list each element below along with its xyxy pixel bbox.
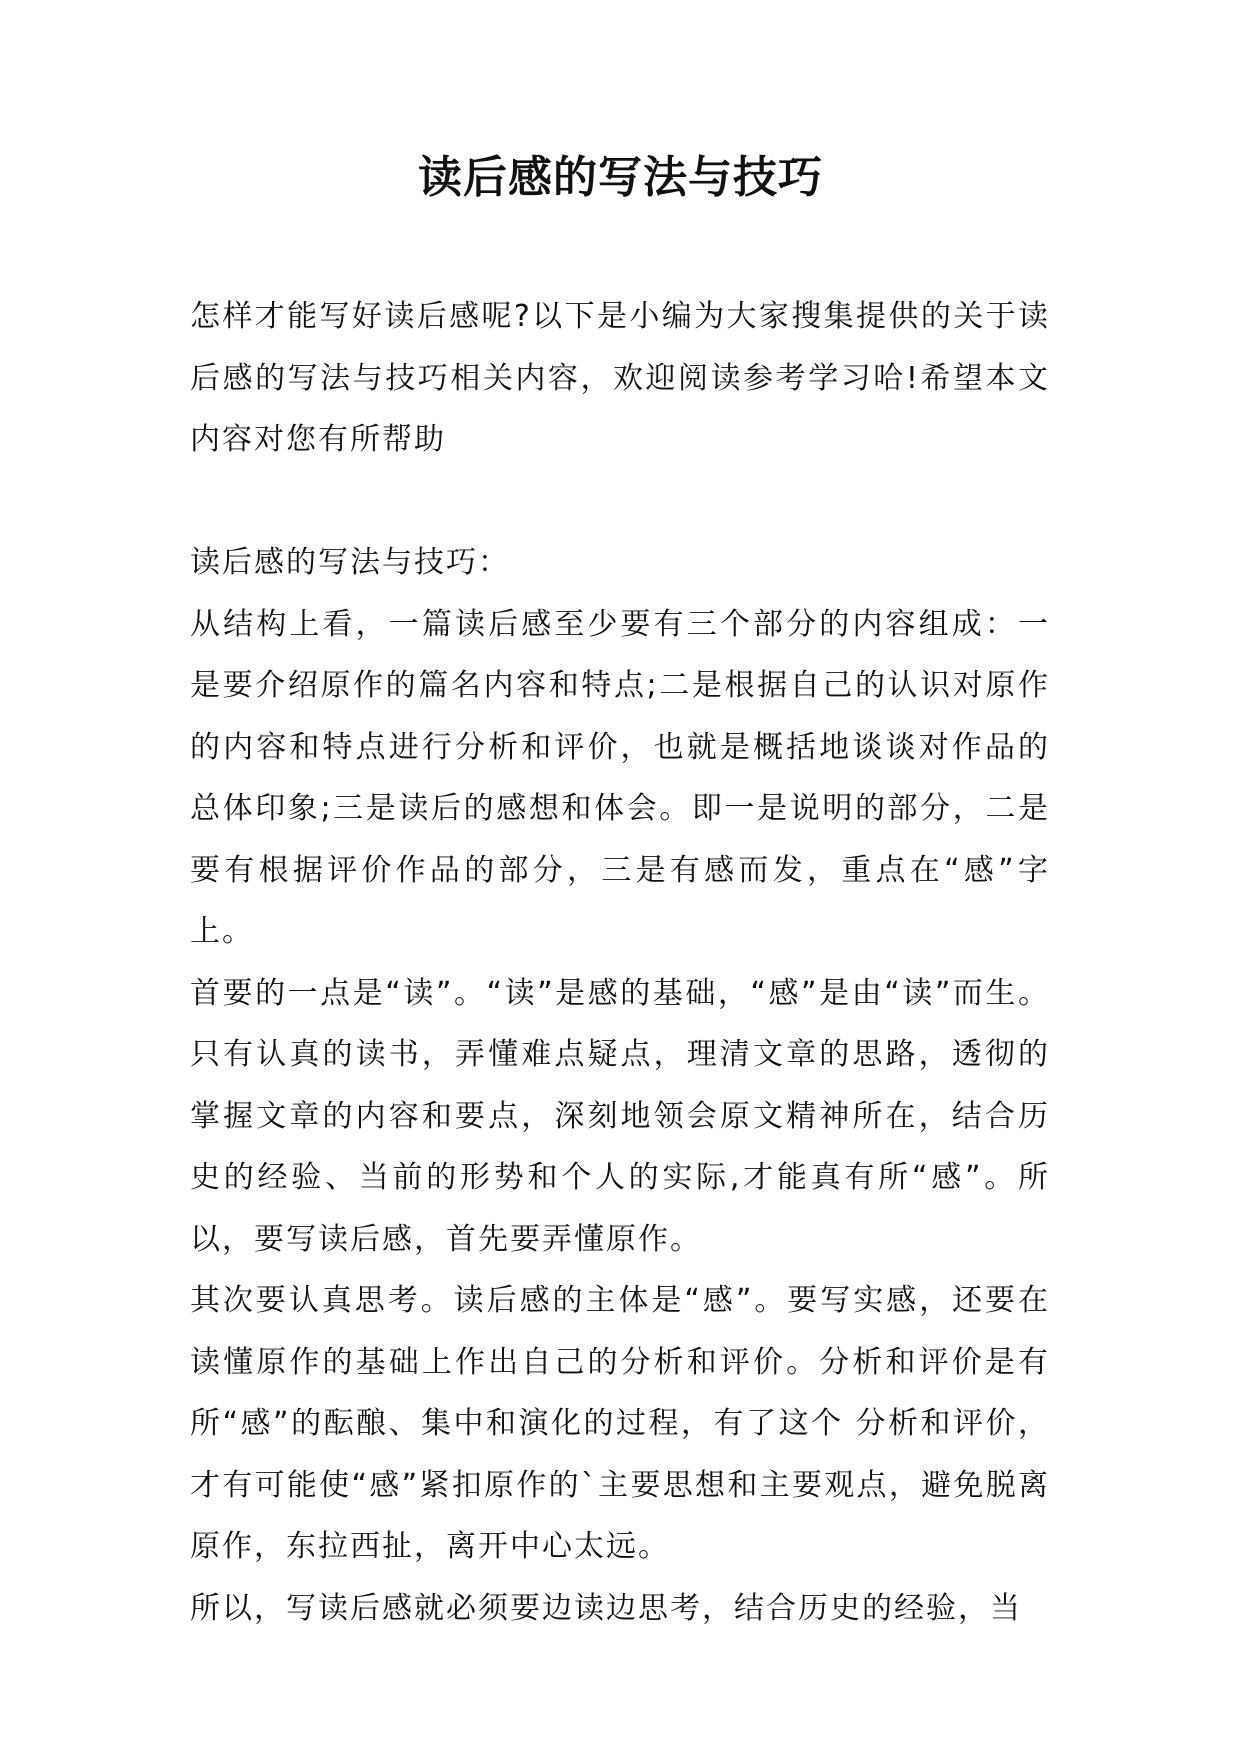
body-paragraph-structure: 从结构上看，一篇读后感至少要有三个部分的内容组成：一是要介绍原作的篇名内容和特点;二是根据自己的认识对原作的内容和特点进行分析和评价，也就是概括地谈谈对作品的总体印象;三是读后的感想和体会。即一是说明的部分，二是要有根据评价作品的部分，三是有感而发，重点在“感”字上。: [190, 606, 1050, 949]
document-body: [190, 286, 1050, 1639]
intro-paragraph: 怎样才能写好读后感呢?以下是小编为大家搜集提供的关于读后感的写法与技巧相关内容，欢迎阅读参考学习哈!希望本文内容对您有所帮助: [190, 299, 1050, 457]
paragraph-spacer: [190, 471, 1050, 533]
section-heading: 读后感的写法与技巧：: [190, 545, 510, 580]
body-paragraph-conclusion: 所以，写读后感就必须要边读边思考，结合历史的经验，当: [190, 1590, 1022, 1626]
document-title: 读后感的写法与技巧: [418, 152, 823, 203]
body-paragraph-thinking: 其次要认真思考。读后感的主体是“感”。要写实感，还要在读懂原作的基础上作出自己的分析和评价。分析和评价是有所“感”的酝酿、集中和演化的过程，有了这个 分析和评价，才有可能使“感”紧扣原作的`主要思想和主要观点，避免脱离原作，东拉西扯，离开中心太远。: [190, 1283, 1050, 1564]
body-paragraph-reading: 首要的一点是“读”。“读”是感的基础，“感”是由“读”而生。只有认真的读书，弄懂难点疑点，理清文章的思路，透彻的掌握文章的内容和要点，深刻地领会原文精神所在，结合历史的经验、当前的形势和个人的实际,才能真有所“感”。所以，要写读后感，首先要弄懂原作。: [190, 975, 1050, 1257]
